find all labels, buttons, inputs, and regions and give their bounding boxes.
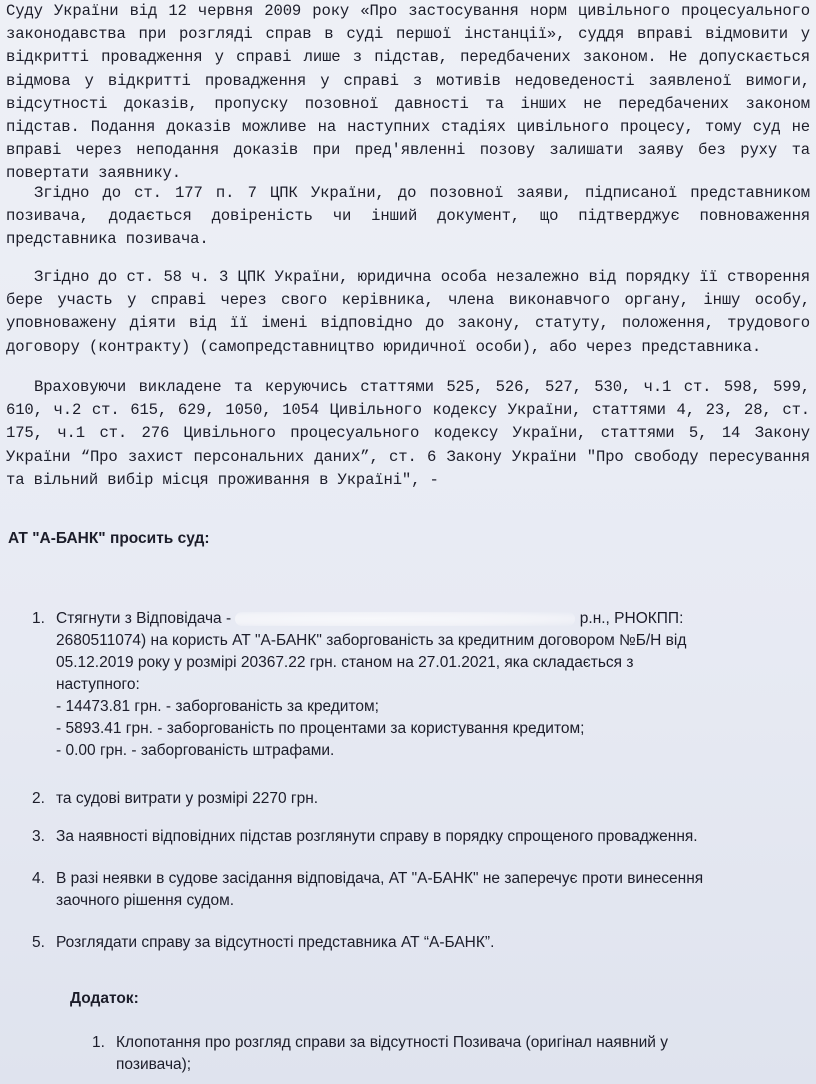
- item-body: [56, 868, 816, 912]
- item-line: позивача);: [116, 1056, 192, 1073]
- breakdown-line: - 5893.41 грн. - заборгованість по процентами за користування кредитом;: [56, 720, 585, 737]
- item-number: 1.: [92, 1034, 105, 1051]
- breakdown-line: - 0.00 грн. - заборгованість штрафами.: [56, 742, 335, 759]
- item-line: 05.12.2019 року у розмірі 20367.22 грн. станом на 27.01.2021, яка складається з: [56, 654, 634, 671]
- item-body: Розглядати справу за відсутності представника АТ “А-БАНК”.: [56, 934, 495, 951]
- item-body: [56, 608, 816, 762]
- paragraph-legal-basis: Враховуючи викладене та керуючись статтями 525, 526, 527, 530, ч.1 ст. 598, 599, 610, ч.2 ст. 615, 629, 1050, 1054 Цивільного кодексу України, статтями 4, 23, 28, ст. 175, ч.1 ст. 276 Цивільного процесуального кодексу України, статтями 5, 14 Закону України “Про захист персональних даних”, ст. 6 Закону України "Про свободу пересування та вільний вибір місця проживання в Україні", -: [6, 378, 810, 489]
- appendix-title: Додаток:: [70, 990, 139, 1007]
- item-line: Стягнути з Відповідача - р.н., РНОКПП:: [56, 610, 684, 627]
- item-line: Клопотання про розгляд справи за відсутності Позивача (оригінал наявний у: [116, 1034, 668, 1051]
- item-body: та судові витрати у розмірі 2270 грн.: [56, 790, 319, 807]
- item-number: 1.: [32, 610, 45, 627]
- item-body: За наявності відповідних підстав розглянути справу в порядку спрощеного провадження.: [56, 828, 698, 845]
- item-number: 3.: [32, 828, 45, 845]
- paragraph-article-58: Згідно до ст. 58 ч. 3 ЦПК України, юридична особа незалежно від порядку її створення бере участь у справі через свого керівника, члена виконавчого органу, іншу особу, уповноважену діяти від її імені відповідно до закону, статуту, положення, трудового договору (контракту) (самопредставництво юридичної особи), або через представника.: [6, 268, 810, 356]
- item-line: заочного рішення судом.: [56, 892, 235, 909]
- item-line: В разі неявки в судове засідання відповідача, АТ "А-БАНК" не заперечує проти винесення: [56, 870, 704, 887]
- redacted-name: [235, 612, 575, 626]
- request-heading: АТ "А-БАНК" просить суд:: [8, 530, 210, 547]
- paragraph-court-ruling: Суду України від 12 червня 2009 року «Про застосування норм цивільного процесуального законодавства при розгляді справ в суді першої інстанції», суддя вправі відмовити у відкритті провадження у справі лише з підстав, передбачених законом. Не допускається відмова у відкритті провадження у справі з мотивів недоведеності заявленої вимоги, відсутності доказів, пропуску позовної давності та інших не передбачених законом підстав. Подання доказів можливе на наступних стадіях цивільного процесу, тому суд не вправі через неподання доказів при пред'явленні позову залишати заяву без руху та повертати заявнику.: [6, 2, 810, 183]
- paragraph-article-177: Згідно до ст. 177 п. 7 ЦПК України, до позовної заяви, підписаної представником позивача, додається довіреність чи інший документ, що підтверджує повноваження представника позивача.: [6, 184, 810, 249]
- item-line: 2680511074) на користь АТ "А-БАНК" заборгованість за кредитним договором №Б/Н від: [56, 632, 687, 649]
- item-line: наступного:: [56, 676, 140, 693]
- item-number: 4.: [32, 870, 45, 887]
- breakdown-line: - 14473.81 грн. - заборгованість за кредитом;: [56, 698, 379, 715]
- item-number: 2.: [32, 790, 45, 807]
- item-number: 5.: [32, 934, 45, 951]
- item-body: [116, 1032, 816, 1076]
